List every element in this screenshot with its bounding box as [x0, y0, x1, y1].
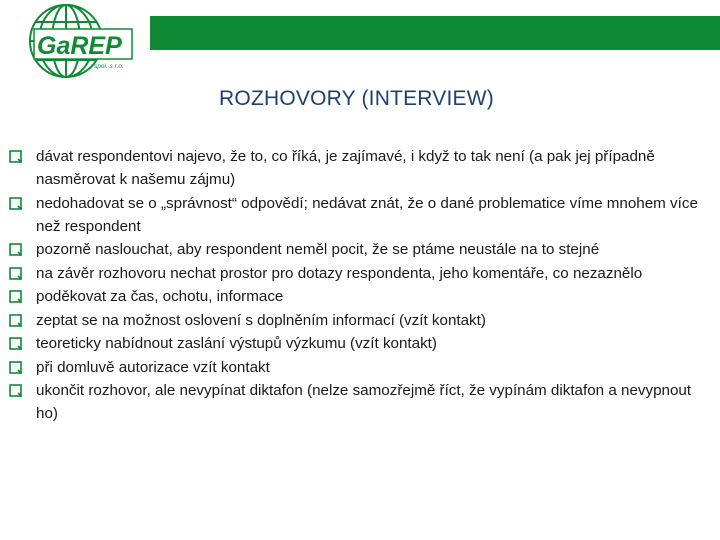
list-item-text: poděkovat za čas, ochotu, informace: [36, 288, 284, 305]
hollow-square-bullet-icon: [9, 314, 22, 327]
list-item: [9, 262, 717, 285]
hollow-square-bullet-icon: [9, 361, 22, 374]
hollow-square-bullet-icon: [9, 243, 22, 256]
list-item: [9, 379, 717, 425]
list-item-text: dávat respondentovi najevo, že to, co říká, je zajímavé, i když to tak není (a pak jej případně nasměrovat k našemu zájmu): [36, 148, 655, 188]
list-item-text: pozorně naslouchat, aby respondent neměl pocit, že se ptáme neustále na to stejné: [36, 241, 600, 258]
logo-wordmark: GaREP: [37, 32, 122, 60]
bullet-list: [9, 145, 717, 426]
globe-logo-icon: [14, 2, 138, 80]
list-item-text: zeptat se na možnost oslovení s doplněním informací (vzít kontakt): [36, 311, 486, 329]
hollow-square-bullet-icon: [9, 337, 22, 350]
list-item: [9, 309, 717, 332]
list-item-text: nedohadovat se o „správnost“ odpovědí; nedávat znát, že o dané problematice víme mnohem více než respondent: [36, 194, 698, 235]
list-item-text: při domluvě autorizace vzít kontakt: [36, 358, 270, 376]
list-item: [9, 238, 717, 261]
list-item: [9, 332, 717, 355]
list-item-text: teoreticky nabídnout zaslání výstupů výzkumu (vzít kontakt): [36, 335, 437, 352]
hollow-square-bullet-icon: [9, 384, 22, 397]
list-item: [9, 285, 717, 308]
hollow-square-bullet-icon: [9, 267, 22, 280]
slide-title-text: ROZHOVORY (INTERVIEW): [219, 87, 494, 110]
list-item-text: ukončit rozhovor, ale nevypínat diktafon (nelze samozřejmě říct, že vypínám diktafon a nevypnout ho): [36, 382, 692, 422]
list-item: [9, 192, 717, 238]
slide-title: [0, 87, 710, 111]
company-logo: [14, 2, 138, 80]
hollow-square-bullet-icon: [9, 150, 22, 163]
logo-subtext: spol. s r.o.: [94, 63, 124, 70]
hollow-square-bullet-icon: [9, 290, 22, 303]
header-band: [150, 16, 720, 50]
list-item-text: na závěr rozhovoru nechat prostor pro dotazy respondenta, jeho komentáře, co nezaznělo: [36, 264, 643, 282]
list-item: [9, 356, 717, 379]
list-item: [9, 145, 717, 191]
hollow-square-bullet-icon: [9, 197, 22, 210]
